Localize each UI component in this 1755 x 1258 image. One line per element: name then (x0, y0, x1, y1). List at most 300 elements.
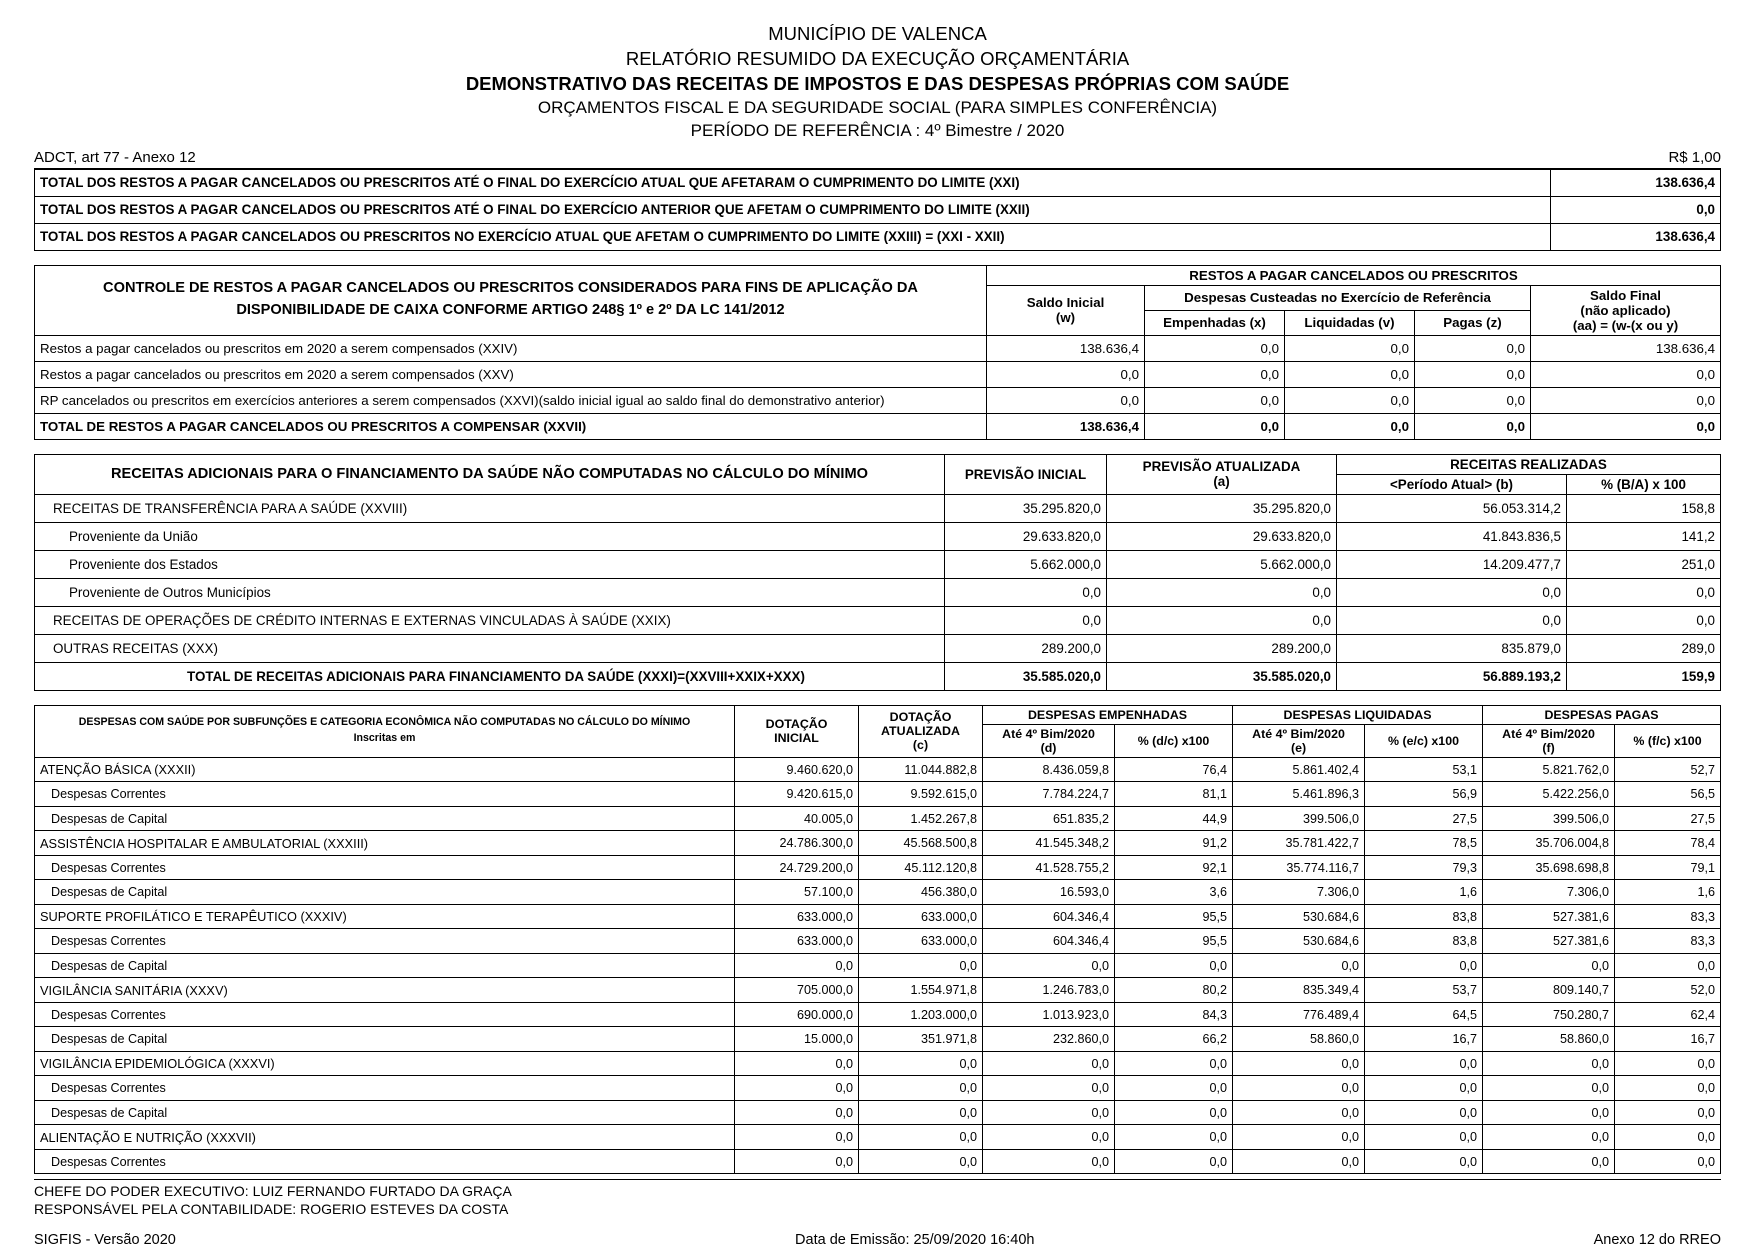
cell-empenhadas: 16.593,0 (983, 880, 1115, 905)
cell-pagas-pct: 56,5 (1615, 782, 1721, 807)
row-label: Despesas Correntes (35, 1149, 735, 1174)
cell-liquidadas: 35.774.116,7 (1233, 855, 1365, 880)
col-saldo-final (1531, 285, 1721, 335)
col-despesas-custeadas: Despesas Custeadas no Exercício de Referência (1145, 285, 1531, 310)
signatures-block (34, 1179, 1721, 1218)
cell-pagas-pct: 0,0 (1615, 1051, 1721, 1076)
cell-empenhadas-pct: 0,0 (1115, 1076, 1233, 1101)
currency-unit: R$ 1,00 (1668, 148, 1721, 166)
cell-pagas: 35.706.004,8 (1483, 831, 1615, 856)
cell-pagas-pct: 0,0 (1615, 1076, 1721, 1101)
table-row (35, 1051, 1721, 1076)
table-row (35, 880, 1721, 905)
row-label: Proveniente dos Estados (35, 550, 945, 578)
cell-liquidadas-pct: 83,8 (1365, 929, 1483, 954)
cell-pagas-pct: 52,0 (1615, 978, 1721, 1003)
col-percent-ba: % (B/A) x 100 (1567, 474, 1721, 494)
cell-percent: 289,0 (1567, 634, 1721, 662)
cell-empenhadas-pct: 0,0 (1115, 1051, 1233, 1076)
cell-x: 0,0 (1145, 387, 1285, 413)
cell-previsao-inicial: 5.662.000,0 (945, 550, 1107, 578)
group-header-rp: RESTOS A PAGAR CANCELADOS OU PRESCRITOS (987, 265, 1721, 285)
cell-pagas: 7.306,0 (1483, 880, 1615, 905)
cell-empenhadas-pct: 92,1 (1115, 855, 1233, 880)
cell-pagas-pct: 78,4 (1615, 831, 1721, 856)
cell-liquidadas: 35.781.422,7 (1233, 831, 1365, 856)
cell-empenhadas-pct: 3,6 (1115, 880, 1233, 905)
cell-empenhadas: 41.545.348,2 (983, 831, 1115, 856)
cell-previsao-inicial: 0,0 (945, 578, 1107, 606)
cell-percent: 141,2 (1567, 522, 1721, 550)
cell-pagas-pct: 0,0 (1615, 1149, 1721, 1174)
cell-percent: 159,9 (1567, 662, 1721, 690)
cell-pagas-pct: 62,4 (1615, 1002, 1721, 1027)
cell-liquidadas: 530.684,6 (1233, 929, 1365, 954)
cell-liquidadas: 0,0 (1233, 1076, 1365, 1101)
cell-dotacao-atualizada: 633.000,0 (859, 929, 983, 954)
cell-liquidadas-pct: 64,5 (1365, 1002, 1483, 1027)
cell-aa: 0,0 (1531, 413, 1721, 439)
cell-empenhadas-pct: 0,0 (1115, 1125, 1233, 1150)
row-label: Proveniente de Outros Municípios (35, 578, 945, 606)
cell-empenhadas-pct: 76,4 (1115, 757, 1233, 782)
table-row (35, 361, 1721, 387)
cell-pagas-pct: 52,7 (1615, 757, 1721, 782)
cell-liquidadas: 5.461.896,3 (1233, 782, 1365, 807)
cell-dotacao-inicial: 24.786.300,0 (735, 831, 859, 856)
cell-percent: 158,8 (1567, 494, 1721, 522)
cell-dotacao-inicial: 705.000,0 (735, 978, 859, 1003)
table-row (35, 1100, 1721, 1125)
cell-dotacao-atualizada: 0,0 (859, 1100, 983, 1125)
col-pagas-pct: % (f/c) x100 (1615, 724, 1721, 757)
cell-realizada: 14.209.477,7 (1337, 550, 1567, 578)
table-row-total (35, 413, 1721, 439)
cell-pagas: 35.698.698,8 (1483, 855, 1615, 880)
cell-liquidadas: 0,0 (1233, 1051, 1365, 1076)
cell-liquidadas-pct: 79,3 (1365, 855, 1483, 880)
col-pagas-ate (1483, 724, 1615, 757)
cell-pagas: 5.821.762,0 (1483, 757, 1615, 782)
cell-dotacao-inicial: 15.000,0 (735, 1027, 859, 1052)
table-row (35, 169, 1721, 196)
cell-empenhadas: 0,0 (983, 1051, 1115, 1076)
cell-previsao-inicial: 35.295.820,0 (945, 494, 1107, 522)
cell-dotacao-atualizada: 351.971,8 (859, 1027, 983, 1052)
cell-w: 0,0 (987, 387, 1145, 413)
row-label: Despesas Correntes (35, 1002, 735, 1027)
cell-pagas: 750.280,7 (1483, 1002, 1615, 1027)
section-title: RECEITAS ADICIONAIS PARA O FINANCIAMENTO DA SAÚDE NÃO COMPUTADAS NO CÁLCULO DO MÍNIMO (35, 454, 945, 494)
col-saldo-inicial-sub: (w) (1055, 310, 1076, 326)
cell-dotacao-inicial: 0,0 (735, 1076, 859, 1101)
cell-dotacao-atualizada: 1.452.267,8 (859, 806, 983, 831)
table-row (35, 223, 1721, 250)
cell-liquidadas: 5.861.402,4 (1233, 757, 1365, 782)
cell-liquidadas: 0,0 (1233, 953, 1365, 978)
cell-pagas: 0,0 (1483, 1149, 1615, 1174)
cell-dotacao-inicial: 40.005,0 (735, 806, 859, 831)
cell-empenhadas: 0,0 (983, 1149, 1115, 1174)
row-label: Restos a pagar cancelados ou prescritos em 2020 a serem compensados (XXV) (35, 361, 987, 387)
cell-w: 138.636,4 (987, 413, 1145, 439)
cell-empenhadas: 1.013.923,0 (983, 1002, 1115, 1027)
table-row (35, 953, 1721, 978)
reference-period: PERÍODO DE REFERÊNCIA : 4º Bimestre / 2020 (690, 120, 1065, 140)
col-previsao-atualizada (1107, 454, 1337, 494)
table-row (35, 387, 1721, 413)
group-header-liquidadas: DESPESAS LIQUIDADAS (1233, 705, 1483, 724)
cell-x: 0,0 (1145, 413, 1285, 439)
table-row (35, 978, 1721, 1003)
cell-dotacao-atualizada: 9.592.615,0 (859, 782, 983, 807)
cell-empenhadas-pct: 84,3 (1115, 1002, 1233, 1027)
emission-date: Data de Emissão: 25/09/2020 16:40h (795, 1232, 1035, 1249)
cell-pagas: 0,0 (1483, 1076, 1615, 1101)
table-row (35, 1076, 1721, 1101)
cell-liquidadas-pct: 56,9 (1365, 782, 1483, 807)
cell-z: 0,0 (1415, 335, 1531, 361)
cell-previsao-atualizada: 0,0 (1107, 578, 1337, 606)
cell-liquidadas: 835.349,4 (1233, 978, 1365, 1003)
cell-percent: 0,0 (1567, 578, 1721, 606)
table-row (35, 522, 1721, 550)
col-periodo-atual: <Período Atual> (b) (1337, 474, 1567, 494)
cell-pagas-pct: 16,7 (1615, 1027, 1721, 1052)
cell-pagas: 527.381,6 (1483, 904, 1615, 929)
cell-previsao-atualizada: 0,0 (1107, 606, 1337, 634)
cell-previsao-atualizada: 35.295.820,0 (1107, 494, 1337, 522)
col-empenhadas: Empenhadas (x) (1145, 310, 1285, 335)
group-header-pagas: DESPESAS PAGAS (1483, 705, 1721, 724)
cell-liquidadas: 58.860,0 (1233, 1027, 1365, 1052)
row-value: 138.636,4 (1551, 169, 1721, 196)
row-label: Despesas de Capital (35, 880, 735, 905)
row-label: Despesas de Capital (35, 1100, 735, 1125)
cell-pagas: 5.422.256,0 (1483, 782, 1615, 807)
cell-liquidadas-pct: 16,7 (1365, 1027, 1483, 1052)
table-row (35, 634, 1721, 662)
cell-previsao-atualizada: 35.585.020,0 (1107, 662, 1337, 690)
section-title-line1: DESPESAS COM SAÚDE POR SUBFUNÇÕES E CATEGORIA ECONÔMICA NÃO COMPUTADAS NO CÁLCULO DO MÍNIMO (78, 716, 691, 729)
cell-dotacao-atualizada: 633.000,0 (859, 904, 983, 929)
cell-z: 0,0 (1415, 361, 1531, 387)
col-previsao-atualizada-sub: (a) (1213, 474, 1230, 490)
expenses-rows (35, 757, 1721, 1174)
responsavel-contabilidade: RESPONSÁVEL PELA CONTABILIDADE: ROGERIO ESTEVES DA COSTA (34, 1200, 509, 1217)
section-title-line2: Inscritas em (353, 732, 416, 745)
row-label: ASSISTÊNCIA HOSPITALAR E AMBULATORIAL (XXXIII) (35, 831, 735, 856)
table-row-total (35, 662, 1721, 690)
cell-empenhadas-pct: 44,9 (1115, 806, 1233, 831)
row-label: Despesas Correntes (35, 1076, 735, 1101)
col-saldo-final-sub3: (aa) = (w-(x ou y) (1572, 317, 1679, 333)
row-label: ALIENTAÇÃO E NUTRIÇÃO (XXXVII) (35, 1125, 735, 1150)
report-title: RELATÓRIO RESUMIDO DA EXECUÇÃO ORÇAMENTÁRIA (625, 47, 1130, 69)
cell-liquidadas-pct: 27,5 (1365, 806, 1483, 831)
cell-dotacao-atualizada: 11.044.882,8 (859, 757, 983, 782)
page-footer (34, 1232, 1721, 1248)
col-empenhadas-ate-l1: Até 4º Bim/2020 (1002, 726, 1095, 741)
cell-empenhadas-pct: 80,2 (1115, 978, 1233, 1003)
cell-z: 0,0 (1415, 413, 1531, 439)
row-label: VIGILÂNCIA EPIDEMIOLÓGICA (XXXVI) (35, 1051, 735, 1076)
cell-empenhadas: 0,0 (983, 1100, 1115, 1125)
row-label: Despesas Correntes (35, 782, 735, 807)
cell-dotacao-atualizada: 0,0 (859, 1051, 983, 1076)
col-empenhadas-pct: % (d/c) x100 (1115, 724, 1233, 757)
table-row (35, 757, 1721, 782)
table-row (35, 806, 1721, 831)
system-version: SIGFIS - Versão 2020 (34, 1232, 176, 1249)
col-previsao-inicial: PREVISÃO INICIAL (945, 454, 1107, 494)
col-dotacao-atualizada-l2: ATUALIZADA (881, 724, 960, 739)
table-row (35, 606, 1721, 634)
cell-dotacao-inicial: 9.460.620,0 (735, 757, 859, 782)
cell-dotacao-atualizada: 456.380,0 (859, 880, 983, 905)
cell-dotacao-atualizada: 0,0 (859, 1125, 983, 1150)
col-liquidadas: Liquidadas (v) (1285, 310, 1415, 335)
row-value: 138.636,4 (1551, 223, 1721, 250)
chefe-poder-executivo: CHEFE DO PODER EXECUTIVO: LUIZ FERNANDO FURTADO DA GRAÇA (34, 1183, 512, 1200)
legal-reference: ADCT, art 77 - Anexo 12 (34, 148, 196, 166)
cell-previsao-inicial: 35.585.020,0 (945, 662, 1107, 690)
cell-dotacao-inicial: 24.729.200,0 (735, 855, 859, 880)
cell-pagas: 0,0 (1483, 1051, 1615, 1076)
additional-revenues-table (34, 454, 1721, 691)
cell-x: 0,0 (1145, 361, 1285, 387)
cell-realizada: 41.843.836,5 (1337, 522, 1567, 550)
cell-empenhadas: 604.346,4 (983, 904, 1115, 929)
cell-liquidadas-pct: 78,5 (1365, 831, 1483, 856)
row-label: Despesas Correntes (35, 855, 735, 880)
cell-pagas-pct: 27,5 (1615, 806, 1721, 831)
cell-pagas-pct: 1,6 (1615, 880, 1721, 905)
col-saldo-final-label: Saldo Final (1590, 287, 1661, 303)
cell-x: 0,0 (1145, 335, 1285, 361)
cell-previsao-atualizada: 289.200,0 (1107, 634, 1337, 662)
row-label: Proveniente da União (35, 522, 945, 550)
cancelled-rp-summary-table (34, 169, 1721, 251)
cell-liquidadas: 530.684,6 (1233, 904, 1365, 929)
cell-previsao-inicial: 29.633.820,0 (945, 522, 1107, 550)
row-label: RECEITAS DE OPERAÇÕES DE CRÉDITO INTERNAS E EXTERNAS VINCULADAS À SAÚDE (XXIX) (35, 606, 945, 634)
table-row (35, 1149, 1721, 1174)
cell-liquidadas-pct: 0,0 (1365, 1149, 1483, 1174)
table-row (35, 1002, 1721, 1027)
document-header (34, 22, 1721, 143)
table-row (35, 494, 1721, 522)
legal-reference-bar (34, 149, 1721, 169)
cell-dotacao-atualizada: 0,0 (859, 1149, 983, 1174)
cell-empenhadas-pct: 95,5 (1115, 929, 1233, 954)
cell-dotacao-atualizada: 1.554.971,8 (859, 978, 983, 1003)
row-label: TOTAL DE RECEITAS ADICIONAIS PARA FINANCIAMENTO DA SAÚDE (XXXI)=(XXVIII+XXIX+XXX) (35, 662, 945, 690)
cell-w: 138.636,4 (987, 335, 1145, 361)
col-dotacao-atualizada-l3: (c) (912, 738, 929, 753)
cell-empenhadas: 7.784.224,7 (983, 782, 1115, 807)
col-liquidadas-ate-l1: Até 4º Bim/2020 (1252, 726, 1345, 741)
cell-liquidadas: 7.306,0 (1233, 880, 1365, 905)
cell-empenhadas: 651.835,2 (983, 806, 1115, 831)
group-header-empenhadas: DESPESAS EMPENHADAS (983, 705, 1233, 724)
col-saldo-final-sub2: (não aplicado) (1580, 302, 1671, 318)
cell-v: 0,0 (1285, 335, 1415, 361)
col-pagas-ate-l2: (f) (1542, 740, 1555, 755)
cell-liquidadas: 776.489,4 (1233, 1002, 1365, 1027)
cell-aa: 0,0 (1531, 361, 1721, 387)
cell-v: 0,0 (1285, 387, 1415, 413)
cell-dotacao-inicial: 0,0 (735, 1100, 859, 1125)
row-label: OUTRAS RECEITAS (XXX) (35, 634, 945, 662)
cell-percent: 0,0 (1567, 606, 1721, 634)
cell-empenhadas-pct: 81,1 (1115, 782, 1233, 807)
col-empenhadas-ate (983, 724, 1115, 757)
row-label: VIGILÂNCIA SANITÁRIA (XXXV) (35, 978, 735, 1003)
cell-realizada: 56.053.314,2 (1337, 494, 1567, 522)
col-pagas-ate-l1: Até 4º Bim/2020 (1502, 726, 1595, 741)
cell-previsao-inicial: 289.200,0 (945, 634, 1107, 662)
cell-dotacao-atualizada: 45.568.500,8 (859, 831, 983, 856)
col-liquidadas-pct: % (e/c) x100 (1365, 724, 1483, 757)
table-row (35, 578, 1721, 606)
row-label: RECEITAS DE TRANSFERÊNCIA PARA A SAÚDE (XXVIII) (35, 494, 945, 522)
report-subtitle: DEMONSTRATIVO DAS RECEITAS DE IMPOSTOS E DAS DESPESAS PRÓPRIAS COM SAÚDE (465, 72, 1290, 94)
cell-liquidadas: 0,0 (1233, 1149, 1365, 1174)
cell-liquidadas-pct: 53,7 (1365, 978, 1483, 1003)
cell-empenhadas: 232.860,0 (983, 1027, 1115, 1052)
cell-empenhadas-pct: 0,0 (1115, 1149, 1233, 1174)
cell-z: 0,0 (1415, 387, 1531, 413)
cell-pagas-pct: 83,3 (1615, 929, 1721, 954)
table-row (35, 1125, 1721, 1150)
row-label: TOTAL DOS RESTOS A PAGAR CANCELADOS OU PRESCRITOS NO EXERCÍCIO ATUAL QUE AFETAM O CUMPRIMENTO DO LIMITE (XXIII) = (XXI - XXII) (35, 223, 1551, 250)
cell-liquidadas-pct: 0,0 (1365, 1051, 1483, 1076)
table-row (35, 782, 1721, 807)
cell-pagas: 58.860,0 (1483, 1027, 1615, 1052)
cell-realizada: 56.889.193,2 (1337, 662, 1567, 690)
cell-empenhadas-pct: 66,2 (1115, 1027, 1233, 1052)
cell-realizada: 0,0 (1337, 606, 1567, 634)
cell-dotacao-atualizada: 1.203.000,0 (859, 1002, 983, 1027)
cell-dotacao-inicial: 0,0 (735, 1051, 859, 1076)
cell-empenhadas-pct: 0,0 (1115, 953, 1233, 978)
cell-dotacao-inicial: 9.420.615,0 (735, 782, 859, 807)
cell-dotacao-inicial: 633.000,0 (735, 929, 859, 954)
group-header-receitas-realizadas: RECEITAS REALIZADAS (1337, 454, 1721, 474)
col-pagas: Pagas (z) (1415, 310, 1531, 335)
cell-dotacao-inicial: 633.000,0 (735, 904, 859, 929)
cell-pagas: 399.506,0 (1483, 806, 1615, 831)
col-previsao-atualizada-label: PREVISÃO ATUALIZADA (1142, 459, 1301, 475)
cell-empenhadas: 0,0 (983, 1125, 1115, 1150)
row-label: ATENÇÃO BÁSICA (XXXII) (35, 757, 735, 782)
row-label: SUPORTE PROFILÁTICO E TERAPÊUTICO (XXXIV) (35, 904, 735, 929)
cell-aa: 0,0 (1531, 387, 1721, 413)
cell-pagas: 809.140,7 (1483, 978, 1615, 1003)
annex-reference: Anexo 12 do RREO (1593, 1232, 1721, 1249)
col-dotacao-inicial (735, 705, 859, 757)
cell-pagas-pct: 0,0 (1615, 1100, 1721, 1125)
cell-realizada: 0,0 (1337, 578, 1567, 606)
cell-pagas: 0,0 (1483, 1125, 1615, 1150)
cell-empenhadas: 1.246.783,0 (983, 978, 1115, 1003)
cell-dotacao-inicial: 0,0 (735, 1125, 859, 1150)
cell-liquidadas-pct: 53,1 (1365, 757, 1483, 782)
col-saldo-inicial (987, 285, 1145, 335)
cell-pagas: 0,0 (1483, 953, 1615, 978)
cell-empenhadas: 604.346,4 (983, 929, 1115, 954)
cell-liquidadas-pct: 1,6 (1365, 880, 1483, 905)
cell-aa: 138.636,4 (1531, 335, 1721, 361)
col-liquidadas-ate-l2: (e) (1290, 740, 1307, 755)
cell-percent: 251,0 (1567, 550, 1721, 578)
cell-liquidadas-pct: 0,0 (1365, 1076, 1483, 1101)
cell-v: 0,0 (1285, 361, 1415, 387)
cell-empenhadas-pct: 95,5 (1115, 904, 1233, 929)
cell-liquidadas-pct: 0,0 (1365, 1100, 1483, 1125)
table-row (35, 855, 1721, 880)
row-value: 0,0 (1551, 196, 1721, 223)
cell-empenhadas-pct: 91,2 (1115, 831, 1233, 856)
col-dotacao-inicial-l2: INICIAL (774, 731, 819, 746)
cell-realizada: 835.879,0 (1337, 634, 1567, 662)
cell-pagas-pct: 79,1 (1615, 855, 1721, 880)
col-dotacao-atualizada-l1: DOTAÇÃO (889, 710, 952, 725)
cell-liquidadas: 399.506,0 (1233, 806, 1365, 831)
cell-liquidadas-pct: 0,0 (1365, 1125, 1483, 1150)
col-dotacao-inicial-l1: DOTAÇÃO (765, 717, 828, 732)
cell-empenhadas: 0,0 (983, 1076, 1115, 1101)
cell-pagas: 527.381,6 (1483, 929, 1615, 954)
table-row (35, 550, 1721, 578)
cell-liquidadas: 0,0 (1233, 1100, 1365, 1125)
cell-empenhadas: 41.528.755,2 (983, 855, 1115, 880)
cell-dotacao-atualizada: 0,0 (859, 1076, 983, 1101)
col-empenhadas-ate-l2: (d) (1040, 740, 1057, 755)
col-liquidadas-ate (1233, 724, 1365, 757)
cell-previsao-atualizada: 5.662.000,0 (1107, 550, 1337, 578)
cell-dotacao-inicial: 0,0 (735, 953, 859, 978)
table-row (35, 196, 1721, 223)
cell-pagas-pct: 0,0 (1615, 1125, 1721, 1150)
budget-scope: ORÇAMENTOS FISCAL E DA SEGURIDADE SOCIAL (PARA SIMPLES CONFERÊNCIA) (537, 97, 1218, 117)
cell-liquidadas: 0,0 (1233, 1125, 1365, 1150)
row-label: Despesas Correntes (35, 929, 735, 954)
table-row (35, 1027, 1721, 1052)
row-label: Despesas de Capital (35, 1027, 735, 1052)
section-title (35, 705, 735, 757)
row-label: TOTAL DE RESTOS A PAGAR CANCELADOS OU PRESCRITOS A COMPENSAR (XXVII) (35, 413, 987, 439)
cell-dotacao-inicial: 57.100,0 (735, 880, 859, 905)
health-expenses-by-subfunction-table (34, 705, 1721, 1175)
cell-previsao-inicial: 0,0 (945, 606, 1107, 634)
cell-empenhadas: 0,0 (983, 953, 1115, 978)
cell-dotacao-atualizada: 45.112.120,8 (859, 855, 983, 880)
table-row (35, 831, 1721, 856)
cell-dotacao-inicial: 0,0 (735, 1149, 859, 1174)
cell-v: 0,0 (1285, 413, 1415, 439)
row-label: RP cancelados ou prescritos em exercícios anteriores a serem compensados (XXVI)(saldo inicial igual ao saldo final do demonstrativo anterior) (35, 387, 987, 413)
row-label: Despesas de Capital (35, 806, 735, 831)
cell-pagas-pct: 83,3 (1615, 904, 1721, 929)
table-row (35, 929, 1721, 954)
cell-w: 0,0 (987, 361, 1145, 387)
municipality-title: MUNICÍPIO DE VALENCA (768, 23, 987, 44)
cell-liquidadas-pct: 0,0 (1365, 953, 1483, 978)
table-row (35, 904, 1721, 929)
row-label: Restos a pagar cancelados ou prescritos em 2020 a serem compensados (XXIV) (35, 335, 987, 361)
